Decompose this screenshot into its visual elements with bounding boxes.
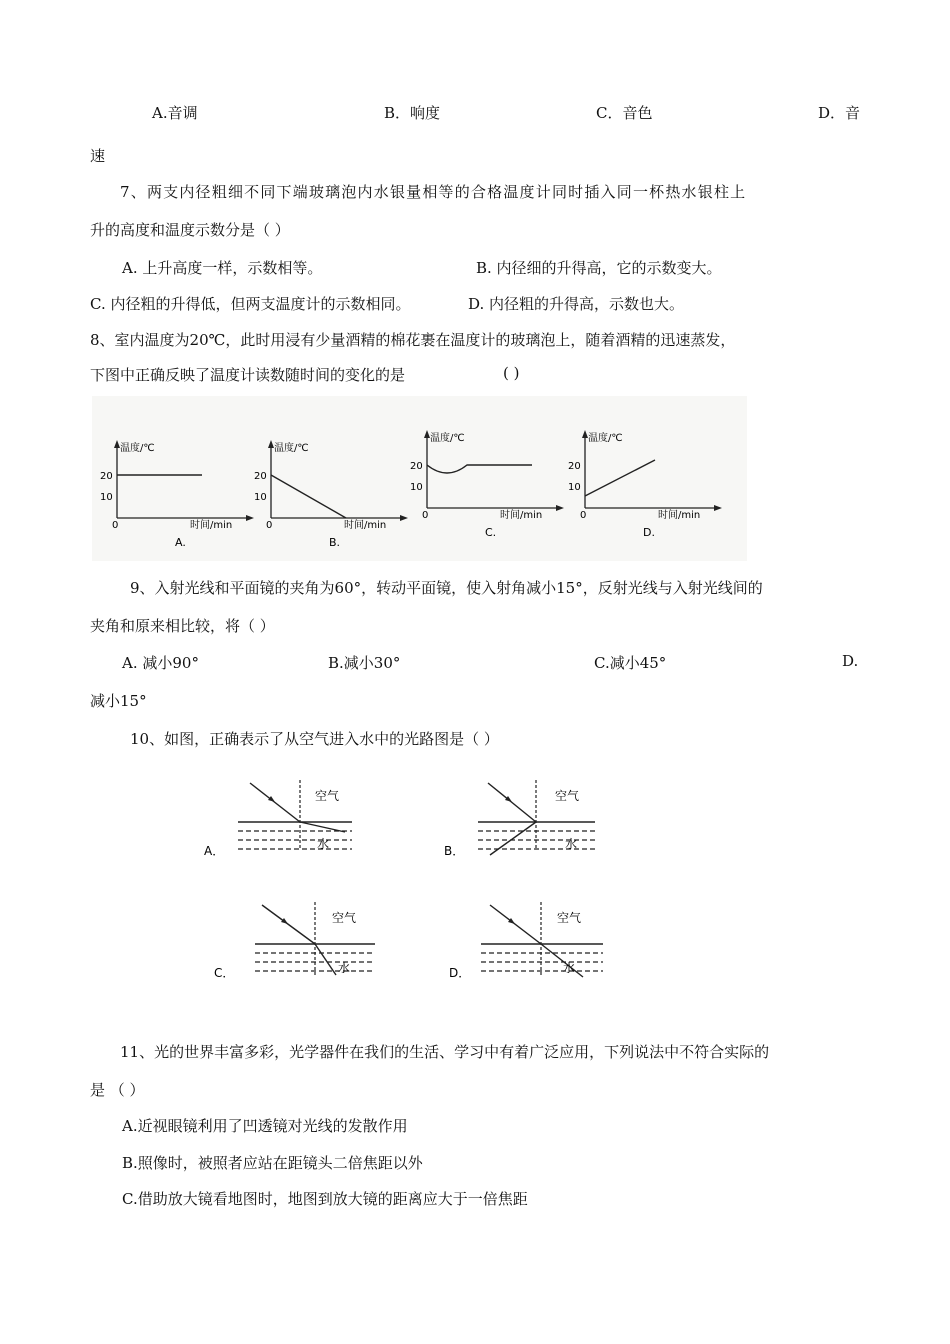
q8-graphs-figure	[92, 396, 747, 561]
refracted-ray	[315, 944, 336, 975]
refracted-ray	[490, 822, 536, 855]
graph-c-tick-0: 0	[422, 510, 429, 521]
graph-a-tick-10: 10	[100, 492, 113, 503]
graph-a-label: A.	[175, 536, 186, 549]
air-label: 空气	[315, 789, 340, 803]
graph-b-tick-20: 20	[254, 471, 267, 482]
q6-option-b: B．响度	[384, 104, 441, 122]
q6-option-a: A.音调	[152, 104, 198, 122]
q6-option-d: D．音	[818, 104, 861, 122]
water-label: 水	[563, 961, 576, 975]
q7-stem-line1: 7、两支内径粗细不同下端玻璃泡内水银量相等的合格温度计同时插入同一杯热水银柱上	[120, 183, 747, 201]
incident-ray	[488, 783, 536, 822]
q9-option-d-wrap: 减小15°	[90, 692, 147, 710]
q7-stem-line2: 升的高度和温度示数分是（ ）	[90, 221, 290, 239]
q10-diagram-c	[210, 897, 380, 987]
q11-option-b: B.照像时，被照者应站在距镜头二倍焦距以外	[122, 1154, 423, 1172]
q10-diagram-b	[440, 775, 610, 865]
q6-option-d-wrap: 速	[90, 147, 106, 165]
q10-diagram-d	[445, 897, 615, 987]
graph-d-xlabel: 时间/min	[658, 510, 701, 521]
graph-b-xlabel: 时间/min	[344, 520, 387, 531]
graph-b-tick-10: 10	[254, 492, 267, 503]
air-label: 空气	[557, 911, 582, 925]
q9-stem-line2: 夹角和原来相比较，将（ ）	[90, 617, 275, 635]
graph-c-tick-20: 20	[410, 461, 423, 472]
air-label: 空气	[555, 789, 580, 803]
incident-ray	[250, 783, 300, 822]
q8-answer-paren: ( )	[503, 364, 520, 382]
arrow-icon	[268, 796, 275, 802]
diagram-d-label: D．	[449, 966, 471, 980]
q8-stem-line2: 下图中正确反映了温度计读数随时间的变化的是	[90, 366, 406, 384]
incident-ray	[490, 905, 541, 944]
air-label: 空气	[332, 911, 357, 925]
q10-diagram-a	[200, 775, 370, 865]
q11-stem-line2: 是 （ ）	[90, 1081, 145, 1099]
q11-option-a: A.近视眼镜利用了凹透镜对光线的发散作用	[122, 1117, 408, 1135]
water-label: 水	[317, 837, 330, 851]
q7-option-d: D. 内径粗的升得高，示数也大。	[468, 295, 685, 313]
q6-option-c: C．音色	[596, 104, 653, 122]
q8-stem-line1: 8、室内温度为20℃，此时用浸有少量酒精的棉花裹在温度计的玻璃泡上，随着酒精的迅速蒸发，	[90, 331, 736, 349]
graph-c-tick-10: 10	[410, 482, 423, 493]
graph-b-label: B.	[329, 536, 341, 549]
water-label: 水	[338, 961, 351, 975]
incident-ray	[262, 905, 315, 944]
graph-c-label: C.	[485, 526, 497, 539]
graph-d-tick-0: 0	[580, 510, 587, 521]
diagram-a-label: A．	[204, 844, 225, 858]
q9-option-c: C.减小45°	[594, 654, 667, 672]
diagram-c-label: C．	[214, 966, 235, 980]
graph-d-tick-10: 10	[568, 482, 581, 493]
q11-option-c: C.借助放大镜看地图时，地图到放大镜的距离应大于一倍焦距	[122, 1190, 528, 1208]
graph-d-ylabel: 温度/℃	[588, 433, 623, 444]
graph-a-xlabel: 时间/min	[190, 520, 233, 531]
q9-stem-line1: 9、入射光线和平面镜的夹角为60°，转动平面镜，使入射角减小15°，反射光线与入射光线间的	[130, 579, 763, 597]
graph-a-ylabel: 温度/℃	[120, 443, 155, 454]
q10-stem: 10、如图，正确表示了从空气进入水中的光路图是（ ）	[130, 730, 499, 748]
q9-option-b: B.减小30°	[328, 654, 401, 672]
graph-c-xlabel: 时间/min	[500, 510, 543, 521]
graph-c-ylabel: 温度/℃	[430, 433, 465, 444]
diagram-b-label: B．	[444, 844, 465, 858]
graph-b-ylabel: 温度/℃	[274, 443, 309, 454]
graph-a-tick-0: 0	[112, 520, 119, 531]
graph-d-label: D.	[643, 526, 655, 539]
q7-option-b: B. 内径细的升得高，它的示数变大。	[476, 259, 722, 277]
q7-option-a: A. 上升高度一样，示数相等。	[122, 259, 323, 277]
graph-d-tick-20: 20	[568, 461, 581, 472]
q9-option-d: D.	[842, 652, 859, 670]
water-label: 水	[565, 837, 578, 851]
graph-b-tick-0: 0	[266, 520, 273, 531]
q9-option-a: A. 减小90°	[122, 654, 199, 672]
graph-a-tick-20: 20	[100, 471, 113, 482]
q7-option-c: C. 内径粗的升得低，但两支温度计的示数相同。	[90, 295, 411, 313]
refracted-ray	[541, 944, 583, 977]
q11-stem-line1: 11、光的世界丰富多彩，光学器件在我们的生活、学习中有着广泛应用，下列说法中不符合实际的	[120, 1043, 770, 1061]
